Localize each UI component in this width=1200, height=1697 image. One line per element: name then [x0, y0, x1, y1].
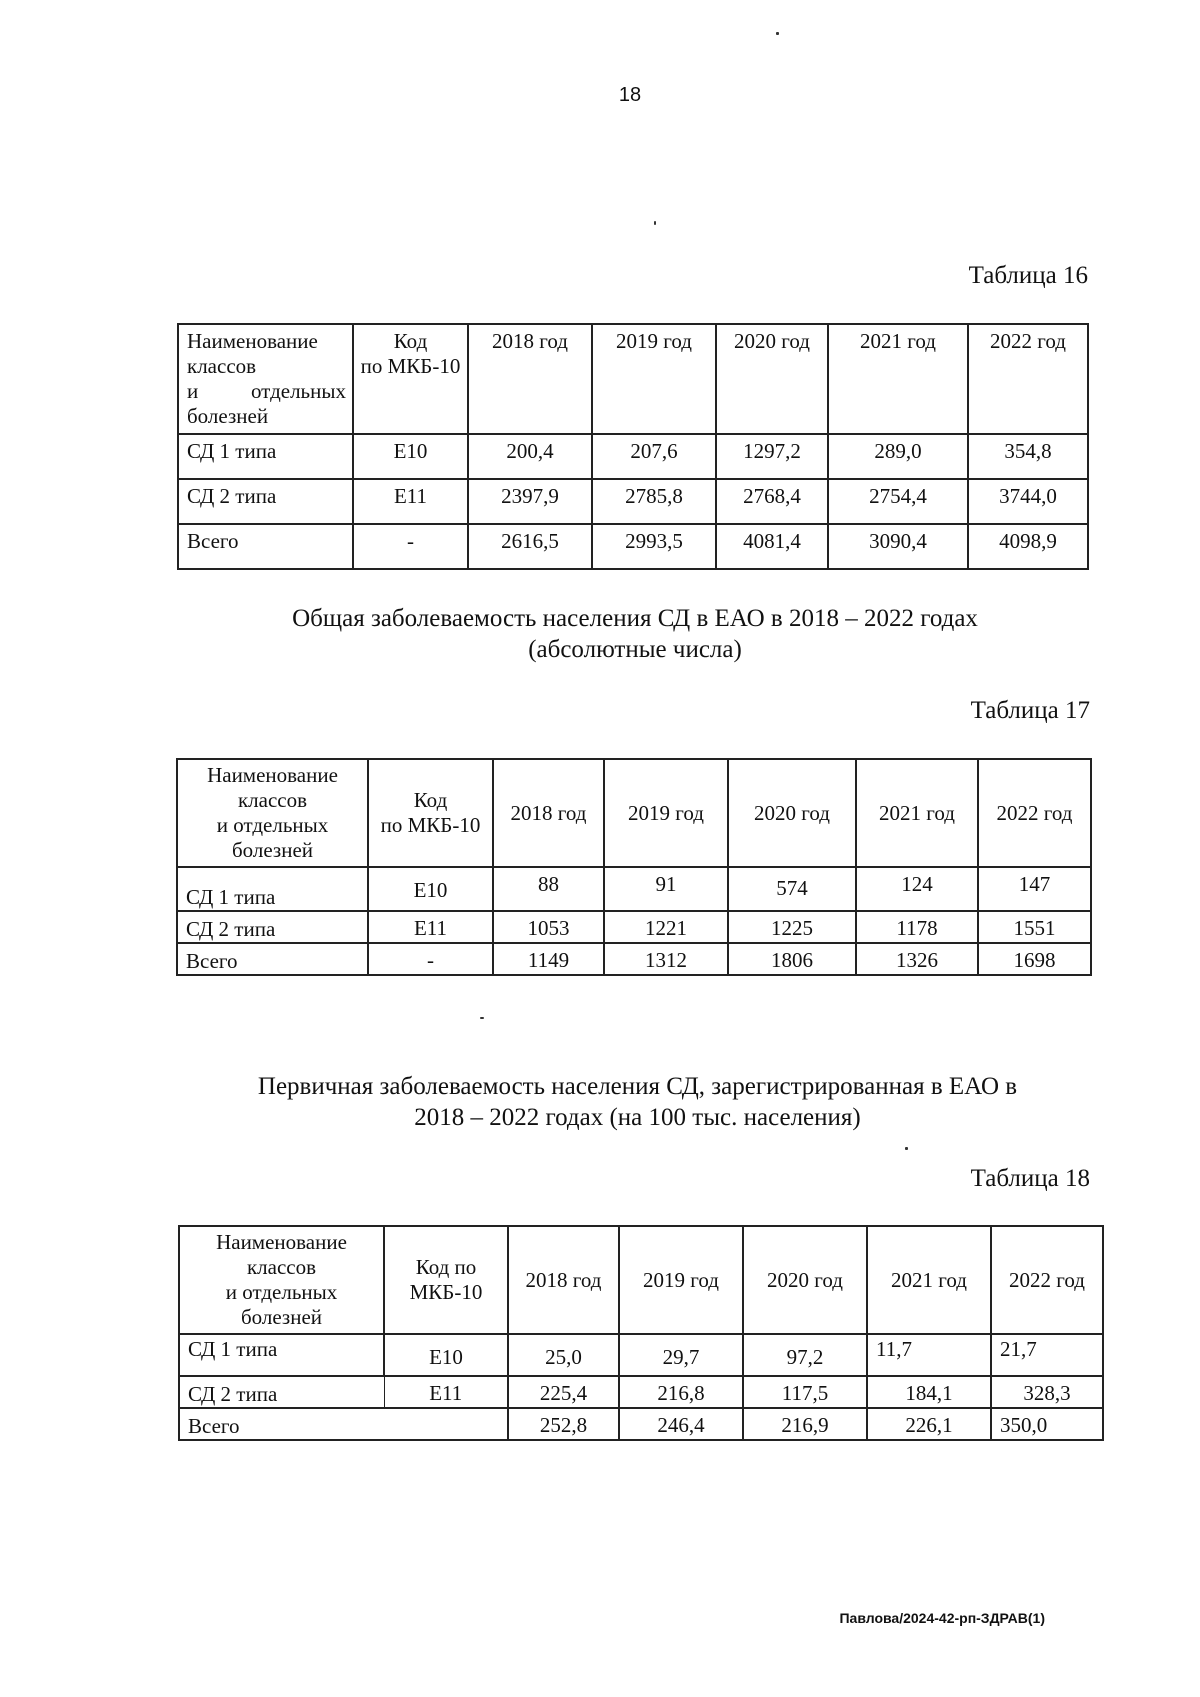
row-value: 88	[493, 867, 604, 911]
row-name: Всего	[177, 943, 368, 975]
row-value: 117,5	[743, 1376, 867, 1408]
row-name: СД 2 типа	[179, 1376, 384, 1408]
table16-header-year: 2018 год	[468, 324, 592, 434]
row-name: Всего	[179, 1408, 508, 1440]
header-name-line-justified	[187, 379, 346, 404]
row-value: 3090,4	[828, 524, 968, 569]
row-value: 328,3	[991, 1376, 1103, 1408]
table-row	[179, 1408, 1103, 1440]
header-name-line: Наименование	[187, 329, 318, 353]
row-value: 184,1	[867, 1376, 991, 1408]
header-code-line: Код	[393, 329, 428, 353]
row-value: 1312	[604, 943, 728, 975]
row-value: 1221	[604, 911, 728, 943]
table17	[176, 758, 1092, 976]
heading-line: (абсолютные числа)	[528, 636, 742, 663]
header-name-line: Наименование	[207, 763, 338, 787]
header-name-line: классов	[237, 788, 308, 812]
row-value: 1326	[856, 943, 978, 975]
row-value: 1806	[728, 943, 856, 975]
row-value: 216,9	[743, 1408, 867, 1440]
row-code: Е11	[368, 911, 493, 943]
header-name-line: классов	[246, 1255, 317, 1279]
row-code: -	[353, 524, 468, 569]
table-row	[177, 867, 1091, 911]
row-value: 289,0	[828, 434, 968, 479]
row-value: 1551	[978, 911, 1091, 943]
table18-header-code	[384, 1226, 508, 1334]
row-name: СД 1 типа	[179, 1334, 384, 1376]
table17-header-year: 2022 год	[978, 759, 1091, 867]
table18	[178, 1225, 1104, 1441]
table16-caption: Таблица 16	[968, 262, 1088, 289]
row-code: Е11	[353, 479, 468, 524]
table16-header-year: 2022 год	[968, 324, 1088, 434]
row-value: 2616,5	[468, 524, 592, 569]
row-value: 2768,4	[716, 479, 828, 524]
row-value: 216,8	[619, 1376, 743, 1408]
row-value: 3744,0	[968, 479, 1088, 524]
header-name-word: отдельных	[250, 379, 346, 403]
row-value: 226,1	[867, 1408, 991, 1440]
table-row	[179, 1376, 1103, 1408]
table17-header-name	[177, 759, 368, 867]
row-name: СД 2 типа	[178, 479, 353, 524]
row-value: 2785,8	[592, 479, 716, 524]
row-value: 1149	[493, 943, 604, 975]
heading-line: 2018 – 2022 годах (на 100 тыс. населения)	[414, 1104, 861, 1131]
table-row	[178, 479, 1088, 524]
header-name-line: классов	[187, 354, 257, 378]
row-value: 1698	[978, 943, 1091, 975]
table17-header-code	[368, 759, 493, 867]
row-value: 2754,4	[828, 479, 968, 524]
table16-header-year: 2020 год	[716, 324, 828, 434]
row-value: 29,7	[619, 1334, 743, 1376]
row-value: 1178	[856, 911, 978, 943]
row-value: 147	[978, 867, 1091, 911]
table18-caption: Таблица 18	[970, 1165, 1090, 1192]
row-value: 1297,2	[716, 434, 828, 479]
row-value: 252,8	[508, 1408, 619, 1440]
row-value: 1053	[493, 911, 604, 943]
header-name-word: и	[187, 379, 199, 403]
row-value: 124	[856, 867, 978, 911]
table17-header-year: 2019 год	[604, 759, 728, 867]
header-name-line: Наименование	[216, 1230, 347, 1254]
table16-header-year: 2021 год	[828, 324, 968, 434]
row-value: 21,7	[991, 1334, 1103, 1376]
table16-header-row	[178, 324, 1088, 434]
table18-header-name	[179, 1226, 384, 1334]
table16	[177, 323, 1089, 570]
row-code: Е10	[368, 867, 493, 911]
scan-speck	[776, 32, 779, 35]
heading-line: Общая заболеваемость населения СД в ЕАО в 2018 – 2022 годах	[292, 605, 978, 632]
row-value: 91	[604, 867, 728, 911]
row-value: 207,6	[592, 434, 716, 479]
row-value: 4098,9	[968, 524, 1088, 569]
page-number: 18	[618, 84, 642, 106]
heading-line: Первичная заболеваемость населения СД, зарегистрированная в ЕАО в	[257, 1073, 1018, 1100]
table18-header-year: 2021 год	[867, 1226, 991, 1334]
table18-header-year: 2019 год	[619, 1226, 743, 1334]
row-value: 11,7	[867, 1334, 991, 1376]
row-value: 246,4	[619, 1408, 743, 1440]
table-row	[177, 943, 1091, 975]
row-value: 200,4	[468, 434, 592, 479]
scan-speck	[905, 1147, 908, 1150]
row-code: Е10	[384, 1334, 508, 1376]
header-name-line: болезней	[187, 404, 269, 428]
table18-header-year: 2022 год	[991, 1226, 1103, 1334]
header-name-line: и отдельных	[216, 813, 329, 837]
table16-header-name	[178, 324, 353, 434]
document-footer-code: Павлова/2024-42-рп-ЗДРАВ(1)	[839, 1610, 1045, 1626]
row-code: -	[368, 943, 493, 975]
table17-header-year: 2020 год	[728, 759, 856, 867]
header-code-line: Код по	[415, 1255, 477, 1279]
header-code-line: по МКБ-10	[360, 354, 461, 378]
section-heading	[200, 603, 1070, 665]
table16-header-code	[353, 324, 468, 434]
table18-header-year: 2020 год	[743, 1226, 867, 1334]
table18-header-row	[179, 1226, 1103, 1334]
header-code-line: по МКБ-10	[380, 813, 481, 837]
row-value: 1225	[728, 911, 856, 943]
row-name: СД 2 типа	[177, 911, 368, 943]
scan-speck	[654, 221, 656, 225]
table-row	[178, 524, 1088, 569]
row-name: СД 1 типа	[177, 867, 368, 911]
table18-header-year: 2018 год	[508, 1226, 619, 1334]
table17-header-year: 2021 год	[856, 759, 978, 867]
scan-speck	[480, 1017, 484, 1019]
table-row	[179, 1334, 1103, 1376]
row-value: 25,0	[508, 1334, 619, 1376]
row-name: Всего	[178, 524, 353, 569]
table-row	[177, 911, 1091, 943]
table16-header-year: 2019 год	[592, 324, 716, 434]
row-value: 354,8	[968, 434, 1088, 479]
header-code-line: МКБ-10	[409, 1280, 483, 1304]
row-value: 2993,5	[592, 524, 716, 569]
section-heading	[200, 1071, 1075, 1133]
row-value: 574	[728, 867, 856, 911]
row-value: 97,2	[743, 1334, 867, 1376]
header-name-line: болезней	[231, 838, 314, 862]
row-value: 225,4	[508, 1376, 619, 1408]
row-code: Е10	[353, 434, 468, 479]
row-value: 350,0	[991, 1408, 1103, 1440]
header-name-line: болезней	[240, 1305, 323, 1329]
row-value: 2397,9	[468, 479, 592, 524]
table17-caption: Таблица 17	[970, 697, 1090, 724]
row-name: СД 1 типа	[178, 434, 353, 479]
row-code: Е11	[384, 1376, 508, 1408]
row-value: 4081,4	[716, 524, 828, 569]
header-code-line: Код	[413, 788, 448, 812]
table-row	[178, 434, 1088, 479]
table17-header-year: 2018 год	[493, 759, 604, 867]
header-name-line: и отдельных	[225, 1280, 338, 1304]
table17-header-row	[177, 759, 1091, 867]
